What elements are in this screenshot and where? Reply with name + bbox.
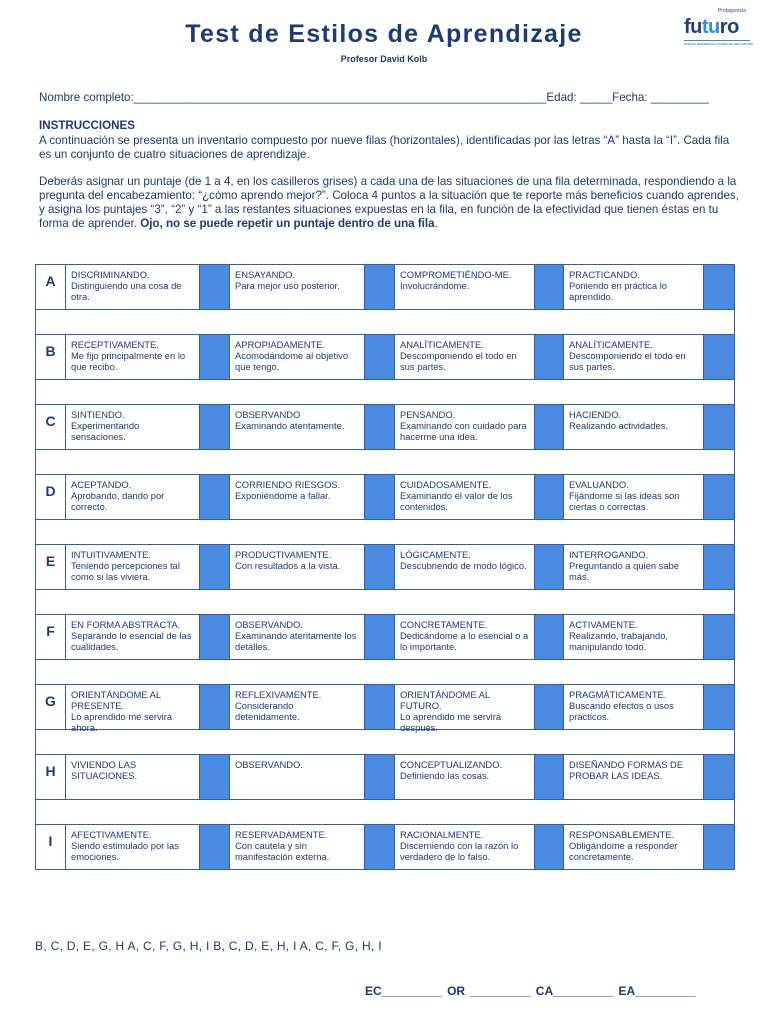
table-row (35, 404, 735, 450)
row-letter: E (36, 545, 66, 589)
situation-cell (66, 335, 200, 379)
situation-heading: ANALÍTICAMENTE. (569, 339, 653, 350)
situation-description: Discerniendo con la razón lo verdadero de lo falso. (400, 840, 519, 862)
situation-cell (230, 475, 365, 519)
situation-heading: CONCRETAMENTE. (400, 619, 488, 630)
score-input-box[interactable] (200, 335, 230, 379)
learning-styles-table (35, 264, 735, 870)
score-input-box[interactable] (535, 615, 564, 659)
situation-cell (395, 685, 535, 733)
row-spacer (35, 380, 735, 404)
situation-heading: RESERVADAMENTE. (235, 829, 328, 840)
table-row (35, 614, 735, 660)
situation-cell (66, 615, 200, 659)
situation-cell (230, 545, 365, 589)
situation-description: Acomodándome al objetivo que tengo. (235, 350, 349, 372)
totals-line[interactable]: EC_________ OR _________ CA_________ EA_________ (365, 984, 696, 998)
situation-description: Examinando atentamente los detalles. (235, 630, 357, 652)
situation-cell (230, 755, 365, 799)
score-input-box[interactable] (200, 685, 230, 729)
situation-description: Definiendo las cosas. (400, 770, 490, 781)
situation-cell (395, 755, 535, 799)
logo-small-text: Protagonista (717, 8, 746, 14)
situation-heading: OBSERVANDO (235, 409, 301, 420)
situation-cell (66, 405, 200, 449)
situation-description: Realizando actividades. (569, 420, 669, 431)
instructions-paragraph-1: A continuación se presenta un inventario compuesto por nueve filas (horizontales), identificadas por las letras “A” hasta la “I”. Cada fila es un conjunto de cuatro situaciones de aprendizaje. (39, 134, 730, 161)
situation-heading: ORIENTÁNDOME AL FUTURO. (400, 689, 490, 711)
situation-heading: CUIDADOSAMENTE. (400, 479, 492, 490)
situation-description: Con resultados a la vista. (235, 560, 341, 571)
row-letter: G (36, 685, 66, 729)
instructions-paragraph-2 (39, 175, 739, 231)
situation-cell (66, 825, 200, 869)
row-letter: F (36, 615, 66, 659)
situation-description: Poniendo en práctica lo aprendido. (569, 280, 667, 302)
situation-cell (395, 475, 535, 519)
situation-description: Examinando atentamente. (235, 420, 345, 431)
situation-heading: DISCRIMINANDO. (71, 269, 150, 280)
situation-heading: CORRIENDO RIESGOS. (235, 479, 341, 490)
row-spacer (35, 520, 735, 544)
situation-heading: EVALUANDO. (569, 479, 629, 490)
situation-heading: ENSAYANDO. (235, 269, 296, 280)
score-input-box[interactable] (535, 405, 564, 449)
situation-cell (230, 265, 365, 309)
situation-heading: REFLEXIVAMENTE. (235, 689, 322, 700)
situation-description: Distinguiendo una cosa de otra. (71, 280, 182, 302)
situation-cell (230, 335, 365, 379)
situation-cell (564, 615, 704, 659)
situation-description: Descomponiendo el todo en sus partes. (400, 350, 517, 372)
score-input-box[interactable] (365, 615, 395, 659)
score-input-box[interactable] (365, 475, 395, 519)
situation-heading: VIVIENDO LAS SITUACIONES. (71, 759, 138, 781)
situation-description: Descomponiendo el todo en sus partes. (569, 350, 686, 372)
situation-heading: PENSANDO. (400, 409, 456, 420)
situation-description: Experimentando sensaciones. (71, 420, 140, 442)
score-input-box[interactable] (200, 475, 230, 519)
situation-description: Teniendo percepciones tal como si las viviera. (71, 560, 180, 582)
situation-heading: INTUITIVAMENTE. (71, 549, 152, 560)
table-row (35, 334, 735, 380)
situation-cell (564, 685, 704, 729)
score-input-box[interactable] (365, 825, 395, 869)
situation-heading: ACEPTANDO. (71, 479, 132, 490)
score-input-box[interactable] (535, 265, 564, 309)
score-input-box[interactable] (704, 755, 735, 799)
situation-heading: DISEÑANDO FORMAS DE PROBAR LAS IDEAS. (569, 759, 684, 781)
situation-heading: PRAGMÁTICAMENTE. (569, 689, 667, 700)
score-input-box[interactable] (535, 825, 564, 869)
situation-cell (66, 475, 200, 519)
score-input-box[interactable] (704, 545, 735, 589)
situation-heading: EN FORMA ABSTRACTA. (71, 619, 181, 630)
situation-description: Considerando detenidamente. (235, 700, 300, 722)
situation-cell (230, 615, 365, 659)
situation-cell (564, 545, 704, 589)
situation-cell (395, 615, 535, 659)
situation-description: Aprobando, dando por correcto. (71, 490, 165, 512)
table-row (35, 684, 735, 733)
situation-description: Dedicándome a lo esencial o a lo importante. (400, 630, 529, 652)
score-input-box[interactable] (200, 405, 230, 449)
name-age-date-field[interactable]: Nombre completo:________________________________________________________________Edad: _____Fecha: _________ (39, 91, 709, 104)
table-row (35, 474, 735, 520)
logo-word-a: fu (684, 16, 702, 38)
situation-description: Lo aprendido me servirá después. (400, 711, 502, 733)
situation-heading: PRACTICANDO. (569, 269, 640, 280)
page-subtitle: Profesor David Kolb (340, 54, 428, 64)
situation-heading: ANALÍTICAMENTE. (400, 339, 484, 350)
table-row (35, 754, 735, 800)
logo-word (684, 16, 739, 39)
row-letter: A (36, 265, 66, 309)
situation-heading: HACIENDO. (569, 409, 622, 420)
situation-heading: INTERROGANDO. (569, 549, 649, 560)
situation-heading: RECEPTIVAMENTE. (71, 339, 159, 350)
situation-cell (395, 335, 535, 379)
page-title: Test de Estilos de Aprendizaje (185, 20, 583, 48)
situation-cell (66, 685, 200, 733)
situation-cell (395, 405, 535, 449)
row-letter: B (36, 335, 66, 379)
score-input-box[interactable] (704, 825, 735, 869)
situation-heading: CONCEPTUALIZANDO. (400, 759, 503, 770)
logo-underline (684, 40, 750, 41)
score-input-box[interactable] (704, 615, 735, 659)
situation-heading: OBSERVANDO. (235, 759, 303, 770)
row-spacer (35, 800, 735, 824)
score-input-box[interactable] (200, 545, 230, 589)
situation-description: Lo aprendido me servirá ahora. (71, 711, 173, 733)
score-input-box[interactable] (365, 335, 395, 379)
logo-word-b: tu (701, 16, 720, 38)
situation-heading: PRODUCTIVAMENTE. (235, 549, 332, 560)
situation-heading: LÓGICAMENTE. (400, 549, 471, 560)
score-input-box[interactable] (365, 685, 395, 729)
score-input-box[interactable] (704, 475, 735, 519)
situation-description: Para mejor uso posterior. (235, 280, 340, 291)
situation-description: Obligándome a responder concretamente. (569, 840, 678, 862)
table-row (35, 264, 735, 310)
situation-heading: ACTIVAMENTE. (569, 619, 638, 630)
row-spacer (35, 660, 735, 684)
situation-heading: SINTIENDO. (71, 409, 125, 420)
row-spacer (35, 730, 735, 754)
logo-word-c: ro (719, 16, 739, 38)
situation-description: Examinando el valor de los contenidos. (400, 490, 513, 512)
score-input-box[interactable] (535, 755, 564, 799)
row-letter: C (36, 405, 66, 449)
score-input-box[interactable] (535, 685, 564, 729)
situation-heading: COMPROMETIÉNDO-ME. (400, 269, 512, 280)
situation-description: Separando lo esencial de las cualidades. (71, 630, 192, 652)
situation-heading: AFECTIVAMENTE. (71, 829, 152, 840)
instructions-p2-text: Deberás asignar un puntaje (de 1 a 4, en los casilleros grises) a cada una de las situaciones de una fila determinada, respondiendo a la pregunta del encabezamiento: “¿cómo aprendo mejor?”. Coloca 4 puntos a la situación que te reporte más beneficios cuando aprendes, y asigna los puntajes “3”, “2” y “1” a las restantes situaciones expuestas en la fila, en función de la efectividad que tienen éstas en tu forma de aprender. (39, 175, 739, 230)
score-input-box[interactable] (535, 545, 564, 589)
situation-cell (564, 825, 704, 869)
score-input-box[interactable] (200, 825, 230, 869)
situation-description: Me fijo principalmente en lo que recibo. (71, 350, 186, 372)
situation-description: Exponiéndome a fallar. (235, 490, 331, 501)
situation-description: Buscando efectos o usos prácticos. (569, 700, 674, 722)
situation-description: Con cautela y sin manifestación externa. (235, 840, 330, 862)
instructions-heading: INSTRUCCIONES (39, 119, 135, 132)
score-input-box[interactable] (200, 615, 230, 659)
row-spacer (35, 310, 735, 334)
row-letter: H (36, 755, 66, 799)
row-letter: I (36, 825, 66, 869)
table-row (35, 544, 735, 590)
situation-cell (66, 265, 200, 309)
score-input-box[interactable] (704, 265, 735, 309)
scoring-sequence: B, C, D, E, G, H A, C, F, G, H, I B, C, D, E, H, I A, C, F, G, H, I (35, 939, 382, 953)
table-row (35, 824, 735, 870)
situation-cell (564, 475, 704, 519)
situation-cell (230, 685, 365, 729)
logo-tagline: PARA EL DESARROLLO INTEGRAL DEL FUTURO (684, 42, 754, 46)
row-spacer (35, 450, 735, 474)
situation-description: Fijándome si las ideas son ciertas o correctas. (569, 490, 680, 512)
score-input-box[interactable] (365, 265, 395, 309)
score-input-box[interactable] (365, 755, 395, 799)
situation-heading: APROPIADAMENTE. (235, 339, 326, 350)
situation-heading: RESPONSABLEMENTE. (569, 829, 675, 840)
situation-cell (66, 545, 200, 589)
situation-cell (395, 545, 535, 589)
situation-cell (564, 335, 704, 379)
instructions-p2-end: . (434, 217, 438, 230)
score-input-box[interactable] (365, 405, 395, 449)
situation-description: Preguntando a quien sabe más. (569, 560, 679, 582)
row-spacer (35, 590, 735, 614)
situation-heading: RACIONALMENTE. (400, 829, 484, 840)
situation-cell (564, 755, 704, 799)
score-input-box[interactable] (535, 475, 564, 519)
situation-cell (230, 405, 365, 449)
score-input-box[interactable] (535, 335, 564, 379)
situation-cell (395, 265, 535, 309)
situation-cell (564, 405, 704, 449)
futuro-logo (682, 8, 756, 46)
situation-cell (230, 825, 365, 869)
score-input-box[interactable] (704, 405, 735, 449)
situation-cell (564, 265, 704, 309)
situation-heading: OBSERVANDO. (235, 619, 303, 630)
row-letter: D (36, 475, 66, 519)
score-input-box[interactable] (200, 755, 230, 799)
score-input-box[interactable] (365, 545, 395, 589)
score-input-box[interactable] (200, 265, 230, 309)
situation-description: Realizando, trabajando, manipulando todo. (569, 630, 669, 652)
situation-heading: ORIENTÁNDOME AL PRESENTE. (71, 689, 161, 711)
score-input-box[interactable] (704, 335, 735, 379)
score-input-box[interactable] (704, 685, 735, 729)
situation-description: Examinando con cuidado para hacerme una idea. (400, 420, 527, 442)
situation-cell (395, 825, 535, 869)
situation-description: Involucrándome. (400, 280, 470, 291)
situation-description: Siendo estimulado por las emociones. (71, 840, 179, 862)
instructions-p2-warning: Ojo, no se puede repetir un puntaje dentro de una fila (140, 217, 435, 230)
situation-cell (66, 755, 200, 799)
situation-description: Descubriendo de modo lógico. (400, 560, 527, 571)
